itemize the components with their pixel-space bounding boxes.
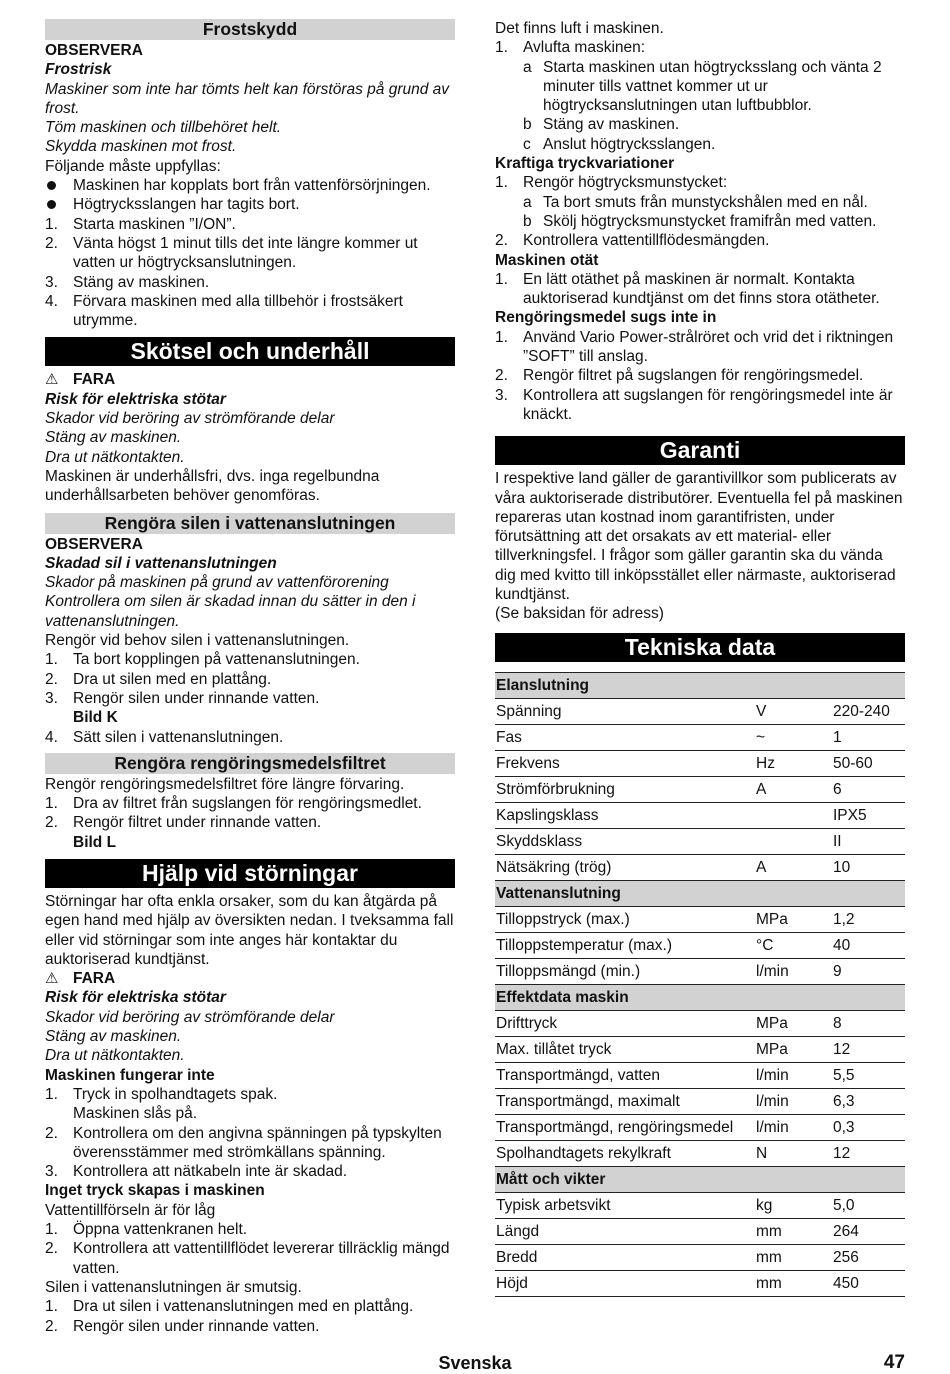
tech-param: Strömförbrukning	[495, 776, 755, 802]
tech-param: Drifttryck	[495, 1010, 755, 1036]
tech-row	[495, 958, 905, 984]
nopress-steps-1	[45, 1220, 455, 1278]
step-number: 2.	[45, 670, 58, 688]
tech-param: Spänning	[495, 698, 755, 724]
tech-row	[495, 828, 905, 854]
tech-value: 450	[832, 1270, 905, 1296]
tech-unit: l/min	[755, 1114, 832, 1140]
step-number: 2.	[45, 1240, 58, 1258]
step-item	[45, 1124, 455, 1163]
tech-group-row	[495, 984, 905, 1010]
tech-param: Bredd	[495, 1244, 755, 1270]
tech-unit: Hz	[755, 750, 832, 776]
nopress-cause-1: Vattentillförseln är för låg	[45, 1201, 216, 1219]
italic-line: Skador på maskinen på grund av vattenförorening	[45, 574, 389, 592]
step-item	[45, 813, 455, 832]
tech-row	[495, 698, 905, 724]
frost-heading: Frostskydd	[45, 19, 455, 40]
step-number: 2.	[45, 234, 58, 252]
tech-row	[495, 1218, 905, 1244]
tech-value: 0,3	[832, 1114, 905, 1140]
step-item	[45, 292, 455, 331]
tech-unit: l/min	[755, 1062, 832, 1088]
step-number: 4.	[45, 292, 58, 310]
step-text: Stäng av maskinen.	[73, 273, 210, 291]
step-item	[45, 1297, 455, 1316]
step-number: a	[523, 58, 532, 76]
step-number: 3.	[45, 273, 58, 291]
italic-line: Stäng av maskinen.	[45, 1028, 182, 1046]
tech-unit: °C	[755, 932, 832, 958]
tech-param: Tilloppstryck (max.)	[495, 906, 755, 932]
step-number: 2.	[45, 1317, 58, 1335]
bullet-dot-icon	[45, 195, 73, 214]
tech-group-name: Vattenanslutning	[495, 880, 905, 906]
step-number: 1.	[495, 270, 508, 288]
frost-note-label: OBSERVERA	[45, 42, 143, 59]
step-number: 2.	[495, 232, 508, 250]
tech-value: 6	[832, 776, 905, 802]
italic-line: Stäng av maskinen.	[45, 429, 182, 447]
care-text: Maskinen är underhållsfri, dvs. inga regelbundna underhållsarbeten behöver genomföras.	[45, 467, 380, 505]
page-number: 47	[883, 1352, 905, 1373]
nowork-heading: Maskinen fungerar inte	[45, 1066, 215, 1084]
tech-value: 40	[832, 932, 905, 958]
nowork-result: Maskinen slås på.	[73, 1105, 198, 1123]
variation-step-2	[495, 231, 905, 250]
sub-step	[495, 135, 905, 154]
tech-unit: l/min	[755, 958, 832, 984]
tech-value: 9	[832, 958, 905, 984]
bullet-text: Maskinen har kopplats bort från vattenförsörjningen.	[73, 177, 431, 195]
step-number: 1.	[45, 215, 58, 233]
step-text: Vänta högst 1 minut tills det inte längre kommer ut vatten ur högtrycksanslutningen.	[73, 234, 418, 272]
tech-row	[495, 906, 905, 932]
step-text: Ta bort kopplingen på vattenanslutningen.	[73, 651, 360, 669]
step-number: b	[523, 212, 532, 230]
step-item	[45, 1085, 455, 1104]
tech-unit: ~	[755, 724, 832, 750]
tech-value: 10	[832, 854, 905, 880]
tech-unit: N	[755, 1140, 832, 1166]
tech-value: 12	[832, 1036, 905, 1062]
tech-param: Fas	[495, 724, 755, 750]
suction-heading: Rengöringsmedel sugs inte in	[495, 309, 717, 327]
step-text: Dra av filtret från sugslangen för rengöringsmedlet.	[73, 795, 422, 813]
step-item	[45, 234, 455, 273]
step-item	[495, 328, 905, 367]
italic-line: Skydda maskinen mot frost.	[45, 138, 237, 156]
step-text: Sätt silen i vattenanslutningen.	[73, 728, 284, 746]
step-item	[495, 386, 905, 425]
tech-unit: mm	[755, 1270, 832, 1296]
sieve-note-label: OBSERVERA	[45, 535, 143, 553]
tech-unit: MPa	[755, 906, 832, 932]
figure-ref-l: Bild L	[73, 833, 117, 851]
sieve-risk: Skadad sil i vattenanslutningen	[45, 554, 277, 572]
tech-row	[495, 1244, 905, 1270]
nopress-steps-2	[45, 1297, 455, 1336]
tech-param: Skyddsklass	[495, 828, 755, 854]
tech-param: Kapslingsklass	[495, 802, 755, 828]
step-item	[45, 670, 455, 689]
care-warning	[45, 370, 455, 389]
warning-triangle-icon: ⚠	[45, 970, 59, 988]
step-item	[45, 650, 455, 669]
step-text: Starta maskinen ”I/ON”.	[73, 215, 236, 233]
step-text: Rengör silen under rinnande vatten.	[73, 689, 320, 707]
tech-param: Längd	[495, 1218, 755, 1244]
nopress-heading: Inget tryck skapas i maskinen	[45, 1182, 265, 1200]
step-number: a	[523, 193, 532, 211]
tech-unit	[755, 828, 832, 854]
bullet-item	[45, 176, 455, 195]
right-column	[495, 19, 905, 1297]
tech-param: Spolhandtagets rekylkraft	[495, 1140, 755, 1166]
sieve-heading: Rengöra silen i vattenanslutningen	[45, 513, 455, 534]
leak-heading: Maskinen otät	[495, 251, 599, 269]
frost-italic-block	[45, 80, 455, 157]
italic-line: Skador vid beröring av strömförande delar	[45, 1008, 335, 1026]
tech-param: Nätsäkring (trög)	[495, 854, 755, 880]
step-item	[45, 1317, 455, 1336]
nopress-cause-2: Silen i vattenanslutningen är smutsig.	[45, 1278, 302, 1296]
tech-param: Tilloppsmängd (min.)	[495, 958, 755, 984]
tech-value: 264	[832, 1218, 905, 1244]
italic-line: Dra ut nätkontakten.	[45, 448, 185, 466]
air-step-1	[495, 38, 905, 57]
sieve-step-4	[45, 728, 455, 747]
bullet-dot-icon	[45, 176, 73, 195]
tech-value: 8	[832, 1010, 905, 1036]
tech-value: 12	[832, 1140, 905, 1166]
help-risk: Risk för elektriska stötar	[45, 989, 226, 1007]
step-text: Kontrollera vattentillflödesmängden.	[523, 232, 770, 250]
step-number: 1.	[45, 795, 58, 813]
tech-row	[495, 724, 905, 750]
filter-heading: Rengöra rengöringsmedelsfiltret	[45, 753, 455, 774]
tech-row	[495, 750, 905, 776]
step-number: b	[523, 116, 532, 134]
step-number: 2.	[45, 814, 58, 832]
air-substeps	[495, 58, 905, 154]
tech-unit: l/min	[755, 1088, 832, 1114]
variation-step-1	[495, 173, 905, 192]
filter-intro: Rengör rengöringsmedelsfiltret före längre förvaring.	[45, 775, 405, 793]
warning-triangle-icon: ⚠	[45, 371, 59, 389]
tech-value: 256	[832, 1244, 905, 1270]
warranty-address: (Se baksidan för adress)	[495, 605, 664, 623]
frost-bullet-list	[45, 176, 455, 215]
help-warning-label: FARA	[73, 970, 116, 988]
step-text: Använd Vario Power-strålröret och vrid det i riktningen ”SOFT” till anslag.	[523, 328, 894, 366]
step-number: c	[523, 135, 531, 153]
tech-param: Typisk arbetsvikt	[495, 1192, 755, 1218]
tech-group-name: Elanslutning	[495, 672, 905, 698]
step-text: En lätt otäthet på maskinen är normalt. Kontakta auktoriserad kundtjänst om det finns stora otätheter.	[523, 270, 880, 308]
left-column	[45, 19, 455, 1336]
step-item	[45, 1162, 455, 1181]
step-text: Anslut högtrycksslangen.	[543, 135, 716, 153]
help-heading: Hjälp vid störningar	[45, 859, 455, 888]
step-item	[45, 1239, 455, 1278]
sieve-intro: Rengör vid behov silen i vattenanslutningen.	[45, 632, 350, 650]
nowork-steps-list	[45, 1085, 455, 1104]
step-text: Ta bort smuts från munstyckshålen med en nål.	[543, 193, 868, 211]
tech-group-row	[495, 880, 905, 906]
frost-intro: Följande måste uppfyllas:	[45, 157, 221, 175]
step-number: 1.	[45, 1221, 58, 1239]
care-italic-block	[45, 409, 455, 467]
italic-line: Dra ut nätkontakten.	[45, 1047, 185, 1065]
tech-value: 220-240	[832, 698, 905, 724]
step-number: 1.	[45, 1085, 58, 1103]
step-item	[45, 273, 455, 292]
step-item	[45, 215, 455, 234]
step-number: 1.	[45, 1298, 58, 1316]
step-text: Dra ut silen i vattenanslutningen med en plattång.	[73, 1298, 414, 1316]
tech-group-name: Mått och vikter	[495, 1166, 905, 1192]
suction-steps	[495, 328, 905, 424]
tech-unit: kg	[755, 1192, 832, 1218]
step-number: 2.	[45, 1124, 58, 1142]
frost-risk: Frostrisk	[45, 61, 112, 79]
step-item	[495, 366, 905, 385]
filter-steps-list	[45, 794, 455, 833]
tech-value: 6,3	[832, 1088, 905, 1114]
italic-line: Maskiner som inte har tömts helt kan förstöras på grund av frost.	[45, 80, 450, 117]
step-text: Kontrollera om den angivna spänningen på typskylten överensstämmer med strömkällans spänning.	[73, 1124, 442, 1161]
tech-value: II	[832, 828, 905, 854]
step-number: 3.	[45, 1163, 58, 1181]
step-item	[45, 1220, 455, 1239]
help-italic-block	[45, 1008, 455, 1066]
italic-line: Töm maskinen och tillbehöret helt.	[45, 119, 282, 137]
variation-substeps	[495, 193, 905, 232]
tech-param: Transportmängd, vatten	[495, 1062, 755, 1088]
step-number: 1.	[495, 174, 508, 192]
nowork-steps-list-b	[45, 1124, 455, 1182]
tech-unit	[755, 802, 832, 828]
step-item	[45, 689, 455, 708]
tech-data-table	[495, 672, 905, 1297]
tech-row	[495, 932, 905, 958]
figure-ref-k: Bild K	[73, 709, 118, 727]
tech-group-name: Effektdata maskin	[495, 984, 905, 1010]
tech-unit: MPa	[755, 1010, 832, 1036]
tech-unit: MPa	[755, 1036, 832, 1062]
sieve-steps-list	[45, 650, 455, 708]
help-intro: Störningar har ofta enkla orsaker, som du kan åtgärda på egen hand med hjälp av översikten nedan. I tveksamma fall eller vid störningar som inte anges här kontaktar du auktoriserad kundtjänst.	[45, 892, 454, 968]
tech-param: Tilloppstemperatur (max.)	[495, 932, 755, 958]
step-item	[495, 270, 905, 309]
help-warning	[45, 969, 455, 988]
warranty-heading: Garanti	[495, 436, 905, 465]
tech-unit: V	[755, 698, 832, 724]
tech-row	[495, 1270, 905, 1296]
tech-value: IPX5	[832, 802, 905, 828]
tech-row	[495, 1140, 905, 1166]
tech-unit: mm	[755, 1244, 832, 1270]
tech-unit: mm	[755, 1218, 832, 1244]
step-text: Förvara maskinen med alla tillbehör i frostsäkert utrymme.	[73, 292, 403, 330]
tech-param: Höjd	[495, 1270, 755, 1296]
tech-param: Max. tillåtet tryck	[495, 1036, 755, 1062]
step-text: Rengör högtrycksmunstycket:	[523, 174, 728, 192]
care-risk: Risk för elektriska stötar	[45, 390, 226, 408]
leak-steps	[495, 270, 905, 309]
tech-param: Transportmängd, maximalt	[495, 1088, 755, 1114]
tech-row	[495, 802, 905, 828]
warranty-text: I respektive land gäller de garantivillkor som publicerats av våra auktoriserade distributörer. Eventuella fel på maskinen repareras utan kostnad inom garantifristen, under förutsättning att det orsakats av ett material- eller tillverkningsfel. I frågor som gäller garantin ska du vända dig med kvitto till inköpsstället eller närmaste, auktoriserad kundtjänst.	[495, 470, 903, 604]
italic-line: Skador vid beröring av strömförande delar	[45, 410, 335, 428]
step-number: 1.	[495, 328, 508, 346]
tech-row	[495, 1192, 905, 1218]
tech-unit: A	[755, 854, 832, 880]
care-heading: Skötsel och underhåll	[45, 337, 455, 366]
tech-value: 1	[832, 724, 905, 750]
step-text: Öppna vattenkranen helt.	[73, 1221, 248, 1239]
step-text: Rengör filtret på sugslangen för rengöringsmedel.	[523, 367, 864, 385]
step-text: Kontrollera att vattentillflödet levererar tillräcklig mängd vatten.	[73, 1240, 450, 1277]
step-text: Rengör filtret under rinnande vatten.	[73, 814, 322, 832]
italic-line: Kontrollera om silen är skadad innan du sätter in den i vattenanslutningen.	[45, 593, 416, 630]
tech-heading: Tekniska data	[495, 633, 905, 662]
step-number: 2.	[495, 367, 508, 385]
tech-value: 1,2	[832, 906, 905, 932]
sub-step	[495, 193, 905, 212]
tech-unit: A	[755, 776, 832, 802]
step-item	[45, 794, 455, 813]
step-text: Skölj högtrycksmunstycket framifrån med vatten.	[543, 212, 877, 230]
step-number: 3.	[45, 689, 58, 707]
step-number: 4.	[45, 728, 58, 746]
step-number: 3.	[495, 386, 508, 404]
bullet-text: Högtrycksslangen har tagits bort.	[73, 196, 300, 214]
tech-value: 5,0	[832, 1192, 905, 1218]
step-number: 1.	[45, 651, 58, 669]
tech-group-row	[495, 1166, 905, 1192]
care-warning-label: FARA	[73, 371, 116, 389]
tech-group-row	[495, 672, 905, 698]
tech-row	[495, 776, 905, 802]
tech-row	[495, 1010, 905, 1036]
step-text: Avlufta maskinen:	[523, 39, 646, 57]
tech-row	[495, 1036, 905, 1062]
tech-row	[495, 1088, 905, 1114]
tech-param: Frekvens	[495, 750, 755, 776]
sieve-italic-block	[45, 573, 455, 631]
sub-step	[495, 212, 905, 231]
step-text: Rengör silen under rinnande vatten.	[73, 1317, 320, 1335]
step-text: Dra ut silen med en plattång.	[73, 670, 272, 688]
step-number: 1.	[495, 39, 508, 57]
step-text: Kontrollera att nätkabeln inte är skadad.	[73, 1163, 348, 1181]
tech-value: 5,5	[832, 1062, 905, 1088]
step-text: Tryck in spolhandtagets spak.	[73, 1085, 278, 1103]
sub-step	[495, 115, 905, 134]
variation-heading: Kraftiga tryckvariationer	[495, 155, 675, 173]
bullet-item	[45, 195, 455, 214]
footer-language: Svenska	[438, 1353, 512, 1373]
frost-steps-list	[45, 215, 455, 331]
sub-step	[495, 58, 905, 116]
tech-row	[495, 854, 905, 880]
tech-row	[495, 1114, 905, 1140]
step-text: Starta maskinen utan högtrycksslang och vänta 2 minuter tills vattnet kommer ut ur högtrycksanslutningen utan luftbubblor.	[543, 58, 882, 115]
air-cause: Det finns luft i maskinen.	[495, 20, 664, 37]
tech-row	[495, 1062, 905, 1088]
step-text: Kontrollera att sugslangen för rengöringsmedel inte är knäckt.	[523, 386, 893, 423]
tech-param: Transportmängd, rengöringsmedel	[495, 1114, 755, 1140]
tech-value: 50-60	[832, 750, 905, 776]
step-text: Stäng av maskinen.	[543, 116, 680, 134]
